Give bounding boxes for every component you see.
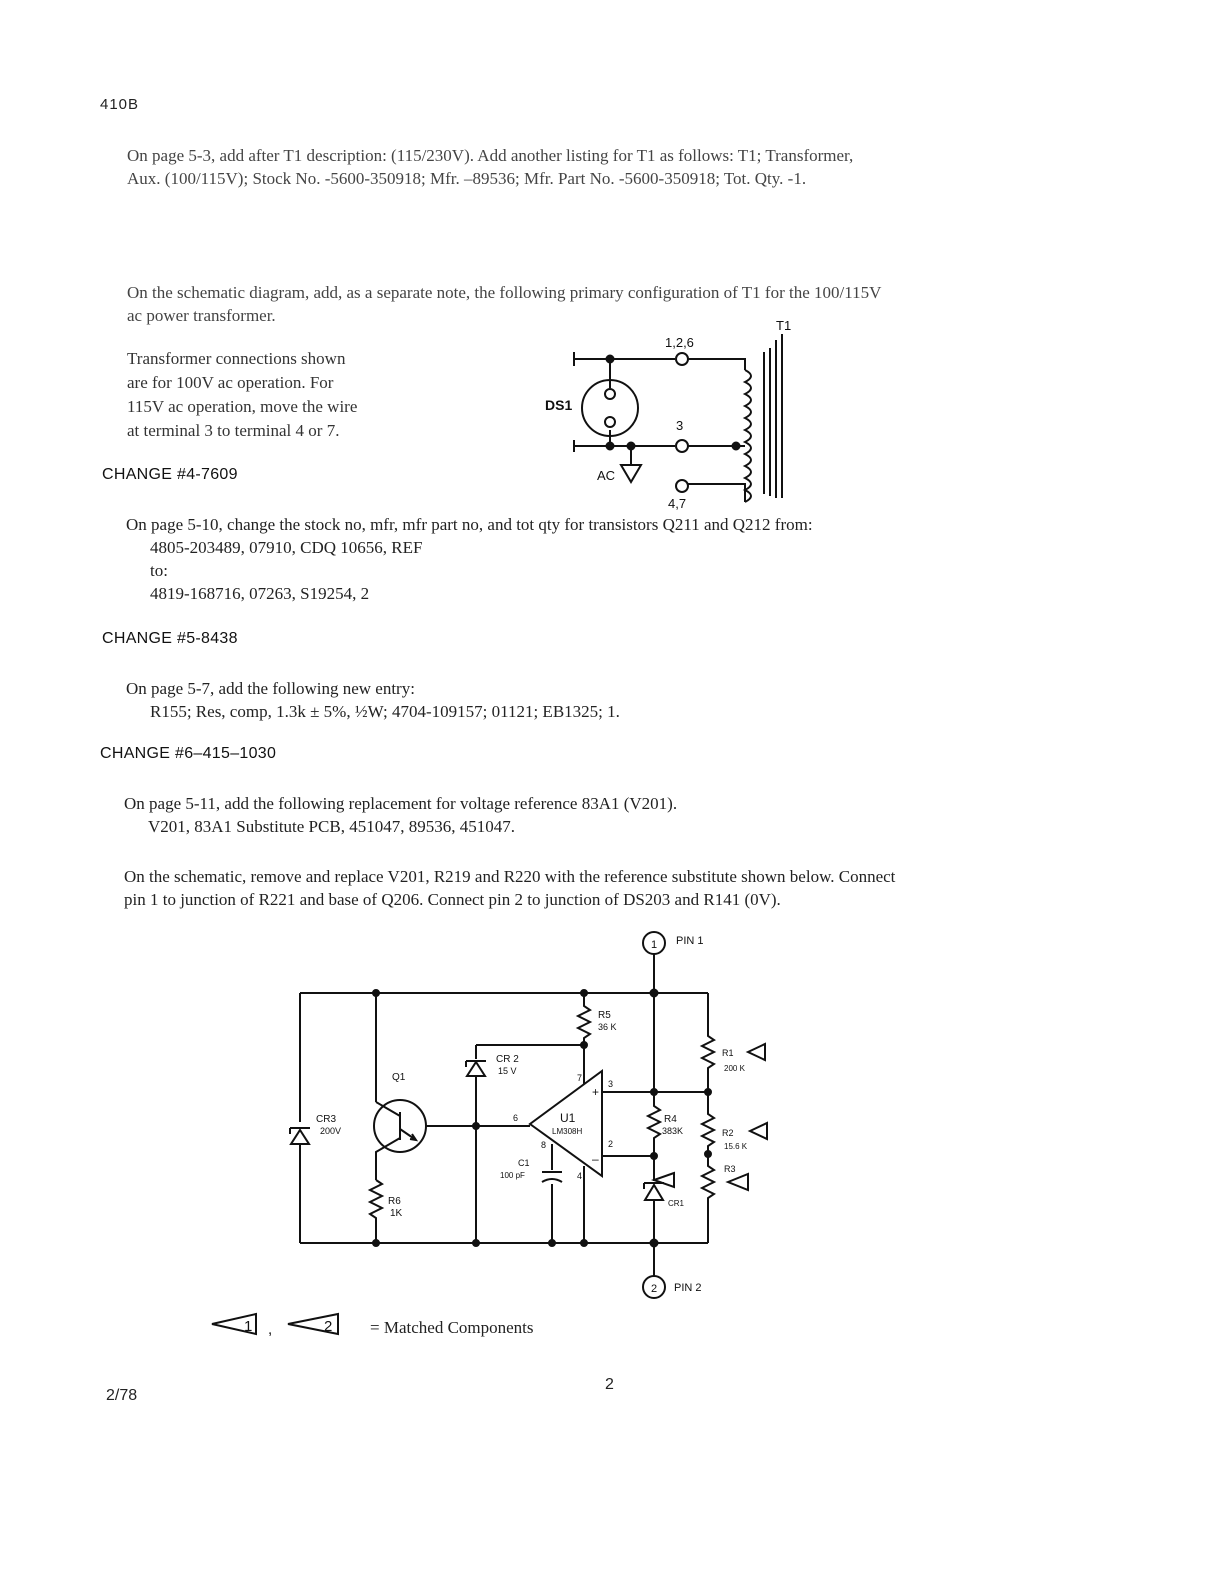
transformer-note-line: at terminal 3 to terminal 4 or 7.	[127, 421, 340, 440]
ground-icon	[621, 465, 641, 482]
ac-label: AC	[597, 468, 616, 483]
change-5-body	[126, 677, 620, 723]
r5-resistor-icon	[578, 993, 590, 1045]
junction-dot	[473, 1123, 479, 1129]
t1-label: T1	[776, 318, 792, 333]
ds1-electrode	[605, 417, 615, 427]
pin-1-number: 1	[651, 939, 658, 951]
c1-value: 100 pF	[500, 1171, 525, 1180]
transformer-note-line: Transformer connections shown	[127, 349, 346, 368]
r2-value: 15.6 K	[724, 1142, 748, 1151]
r3-resistor-icon	[702, 1154, 714, 1243]
t1-listing-paragraph	[127, 144, 853, 190]
r5-label: R5	[598, 1010, 611, 1021]
transformer-note-line: are for 100V ac operation. For	[127, 373, 334, 392]
q1-label: Q1	[392, 1072, 406, 1083]
legend-text: = Matched Components	[370, 1318, 534, 1337]
r2-match-tag-icon	[750, 1123, 767, 1139]
t1-listing-line-1: On page 5-3, add after T1 description: (115/230V). Add another listing for T1 as follows: T1; Transformer,	[127, 146, 854, 165]
change-6-schematic-note	[124, 865, 895, 911]
change-5-heading: CHANGE #5-8438	[102, 630, 238, 647]
transformer-diagram	[530, 312, 810, 512]
change-4-to: 4819-168716, 07263, S19254, 2	[150, 584, 370, 603]
change-4-line-1: On page 5-10, change the stock no, mfr, mfr part no, and tot qty for transistors Q211 and Q212 from:	[126, 515, 813, 534]
top-input-wire	[574, 352, 675, 366]
terminal-47-label: 4,7	[668, 496, 687, 511]
pin-2-number: 2	[651, 1283, 658, 1295]
u1-pin-2: 2	[608, 1139, 614, 1149]
terminal-3-label: 3	[676, 418, 684, 433]
model-number: 410B	[100, 96, 140, 113]
u1-pin-6: 6	[513, 1113, 519, 1123]
schematic-note-line-1: On the schematic diagram, add, as a separate note, the following primary configuration of T1 for the 100/115V	[127, 283, 882, 302]
match-tag-1-number: 1	[244, 1318, 253, 1335]
change-5-entry: R155; Res, comp, 1.3k ± 5%, ½W; 4704-109157; 01121; EB1325; 1.	[150, 702, 620, 721]
page-number: 2	[605, 1376, 614, 1393]
transformer-note-line: 115V ac operation, move the wire	[127, 397, 358, 416]
pin-1-label: PIN 1	[676, 935, 704, 947]
change-4-body	[126, 513, 813, 605]
terminal-47	[676, 480, 688, 492]
u1-minus: –	[592, 1152, 599, 1166]
cr3-value: 200V	[320, 1126, 342, 1136]
transformer-core	[764, 334, 782, 498]
u1-pin-7: 7	[577, 1073, 583, 1083]
primary-bottom-wire	[688, 484, 745, 502]
bottom-input-wire	[574, 440, 675, 452]
transformer-note	[127, 347, 357, 443]
terminal-126	[676, 353, 688, 365]
cr2-label: CR 2	[496, 1054, 519, 1065]
r2-resistor-icon	[702, 1092, 714, 1154]
u1-pin-3: 3	[608, 1079, 614, 1089]
r1-value: 200 K	[724, 1064, 745, 1073]
junction-dot	[733, 443, 740, 450]
r3-match-tag-icon	[728, 1174, 748, 1190]
r6-label: R6	[388, 1196, 401, 1207]
cr1-match-tag-icon	[654, 1173, 674, 1187]
change-6-line-2: V201, 83A1 Substitute PCB, 451047, 89536, 451047.	[148, 817, 515, 836]
r5-value: 36 K	[598, 1022, 617, 1032]
reference-substitute-schematic	[260, 926, 800, 1302]
c1-label: C1	[518, 1158, 530, 1168]
pin-2-label: PIN 2	[674, 1282, 702, 1294]
ds1-electrode	[605, 389, 615, 399]
change-4-to-label: to:	[150, 561, 168, 580]
u1-label: U1	[560, 1111, 576, 1125]
r1-resistor-icon	[702, 993, 714, 1092]
change-4-heading: CHANGE #4-7609	[102, 466, 238, 483]
cr1-diode-icon	[645, 1185, 663, 1200]
legend-icons	[208, 1306, 348, 1342]
r6-resistor-icon	[370, 1180, 382, 1243]
cr3-label: CR3	[316, 1114, 337, 1125]
r4-label: R4	[664, 1114, 677, 1125]
q1-emitter-arrow	[400, 1129, 416, 1140]
change-6-heading: CHANGE #6–415–1030	[100, 745, 277, 762]
change-6-body	[124, 792, 677, 838]
change-6-line-4: pin 1 to junction of R221 and base of Q206. Connect pin 2 to junction of DS203 and R141 (0V).	[124, 890, 781, 909]
r1-label: R1	[722, 1048, 734, 1058]
u1-pin-4: 4	[577, 1171, 583, 1181]
change-6-line-1: On page 5-11, add the following replacement for voltage reference 83A1 (V201).	[124, 794, 678, 813]
r4-value: 383K	[662, 1126, 684, 1136]
u1-plus: +	[592, 1085, 600, 1099]
cr2-diode-icon	[467, 1062, 485, 1076]
u1-part: LM308H	[552, 1127, 583, 1136]
t1-listing-line-2: Aux. (100/115V); Stock No. -5600-350918; Mfr. –89536; Mfr. Part No. -5600-350918; Tot. Qty. -1.	[127, 169, 807, 188]
r1-match-tag-icon	[748, 1044, 765, 1060]
terminal-3	[676, 440, 688, 452]
cr2-value: 15 V	[498, 1066, 517, 1076]
ds1-label: DS1	[545, 397, 573, 413]
r2-label: R2	[722, 1128, 734, 1138]
primary-winding-icon	[745, 370, 751, 502]
c1-capacitor-icon	[542, 1172, 562, 1182]
change-5-line-1: On page 5-7, add the following new entry:	[126, 679, 415, 698]
u1-pin-8: 8	[541, 1140, 547, 1150]
terminal-126-label: 1,2,6	[665, 335, 694, 350]
primary-top-wire	[688, 359, 745, 370]
r6-value: 1K	[390, 1208, 403, 1219]
cr2-zener-bar	[466, 1061, 486, 1067]
match-tag-2-number: 2	[324, 1318, 333, 1335]
change-6-line-3: On the schematic, remove and replace V201, R219 and R220 with the reference substitute shown below. Connect	[124, 867, 896, 886]
cr1-label: CR1	[668, 1199, 685, 1208]
footer-date: 2/78	[106, 1387, 138, 1404]
cr3-diode-icon	[291, 1130, 309, 1144]
change-4-from: 4805-203489, 07910, CDQ 10656, REF	[150, 538, 423, 557]
schematic-note-line-2: ac power transformer.	[127, 306, 276, 325]
r4-resistor-icon	[648, 993, 660, 1156]
legend-separator: ,	[268, 1321, 273, 1338]
r3-label: R3	[724, 1164, 736, 1174]
junction-dot	[607, 443, 614, 450]
